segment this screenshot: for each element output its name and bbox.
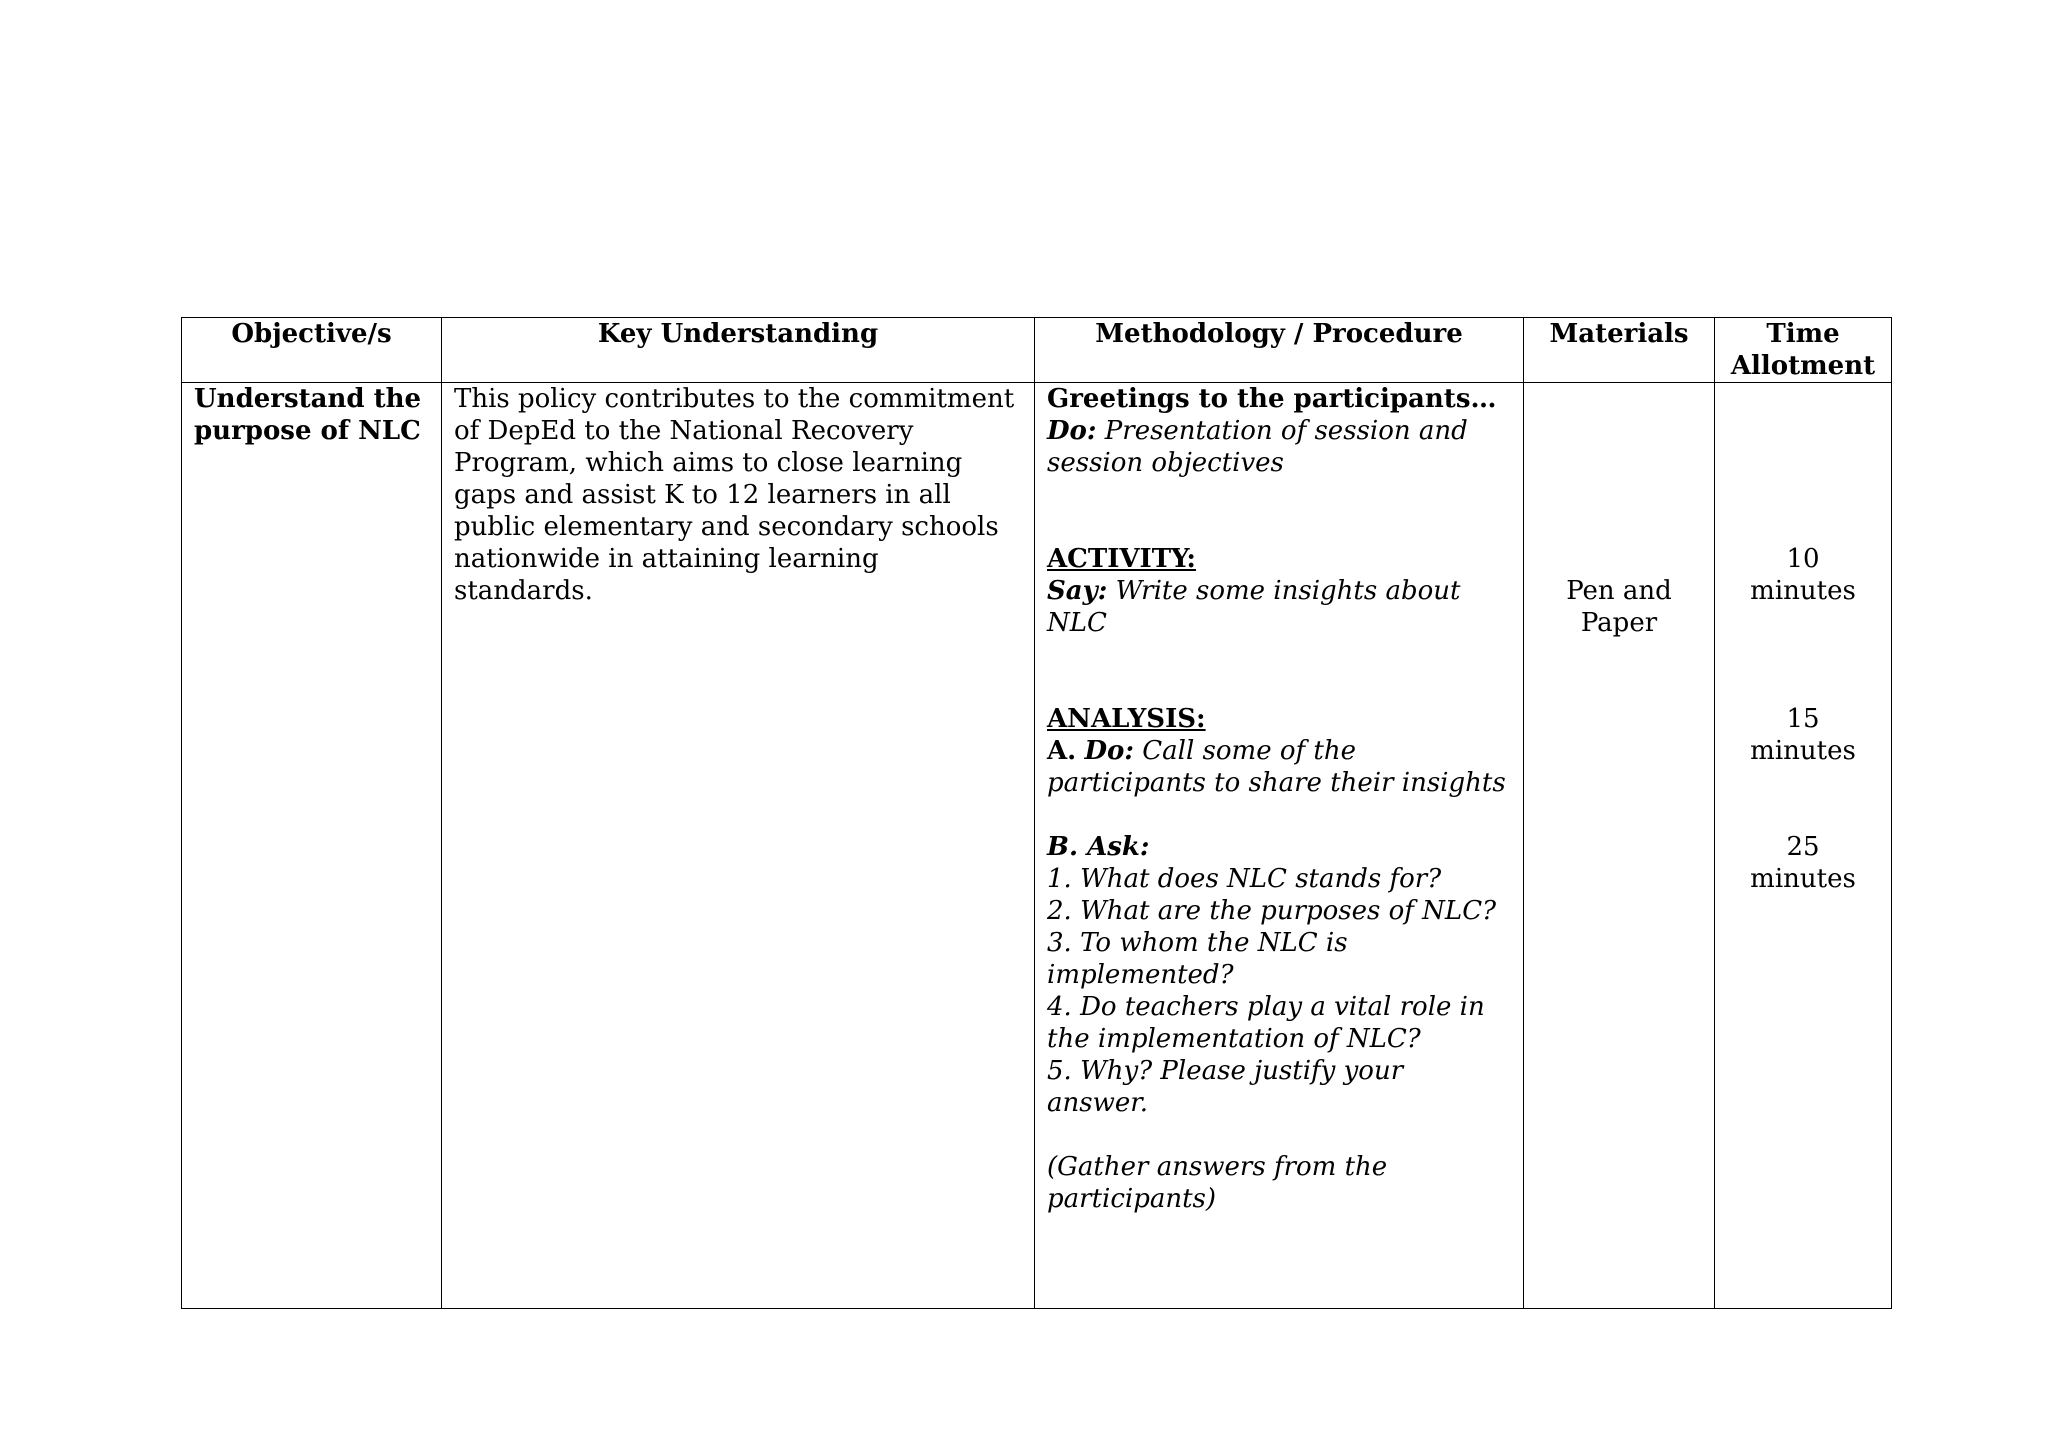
time-analysis-value: 15 bbox=[1786, 704, 1820, 734]
time-activity-unit: minutes bbox=[1750, 576, 1856, 606]
key-line: gaps and assist K to 12 learners in all bbox=[454, 480, 951, 510]
header-time-allotment bbox=[1715, 318, 1892, 383]
header-row bbox=[182, 318, 1892, 383]
time-ask-value: 25 bbox=[1786, 832, 1820, 862]
question-line: 2. What are the purposes of NLC? bbox=[1047, 896, 1497, 926]
header-time-line1: Time bbox=[1766, 319, 1840, 349]
activity-heading: ACTIVITY: bbox=[1047, 544, 1197, 574]
analysis-heading: ANALYSIS: bbox=[1047, 704, 1206, 734]
question-line: 1. What does NLC stands for? bbox=[1047, 864, 1442, 894]
header-key-understanding-label: Key Understanding bbox=[597, 319, 879, 349]
key-line: standards. bbox=[454, 576, 593, 606]
key-line: Program, which aims to close learning bbox=[454, 448, 963, 478]
materials-cell bbox=[1524, 383, 1715, 1309]
time-cell bbox=[1715, 383, 1892, 1309]
a-text-continued: participants to share their insights bbox=[1047, 768, 1506, 798]
header-materials bbox=[1524, 318, 1715, 383]
say-line bbox=[1047, 575, 1511, 607]
header-key-understanding bbox=[442, 318, 1035, 383]
header-objective bbox=[182, 318, 442, 383]
key-line: This policy contributes to the commitment bbox=[454, 384, 1015, 414]
header-objective-label: Objective/s bbox=[231, 319, 392, 349]
objective-line2: purpose of NLC bbox=[194, 416, 421, 446]
gather-line2: participants) bbox=[1047, 1184, 1217, 1214]
a-prefix: A. bbox=[1047, 736, 1077, 766]
question-line: 5. Why? Please justify your bbox=[1047, 1056, 1404, 1086]
say-label: Say: bbox=[1047, 576, 1108, 606]
key-understanding-cell bbox=[442, 383, 1035, 1309]
materials-line2: Paper bbox=[1580, 608, 1658, 638]
analysis-a-line bbox=[1047, 735, 1511, 767]
a-do-label: Do: bbox=[1084, 736, 1134, 766]
session-plan-table bbox=[181, 317, 1892, 1309]
question-line: implemented? bbox=[1047, 960, 1234, 990]
time-activity-value: 10 bbox=[1786, 544, 1820, 574]
say-text-continued: NLC bbox=[1047, 608, 1107, 638]
question-line: 4. Do teachers play a vital role in bbox=[1047, 992, 1485, 1022]
do-text: Presentation of session and bbox=[1096, 416, 1468, 446]
greeting-line: Greetings to the participants… bbox=[1047, 384, 1497, 414]
question-line: the implementation of NLC? bbox=[1047, 1024, 1421, 1054]
header-methodology-label: Methodology / Procedure bbox=[1095, 319, 1463, 349]
do-label: Do: bbox=[1047, 416, 1097, 446]
content-row bbox=[182, 383, 1892, 1309]
key-line: nationwide in attaining learning bbox=[454, 544, 879, 574]
question-line: answer. bbox=[1047, 1088, 1149, 1118]
do-text-continued: session objectives bbox=[1047, 448, 1284, 478]
question-line: 3. To whom the NLC is bbox=[1047, 928, 1348, 958]
methodology-cell bbox=[1035, 383, 1524, 1309]
key-understanding-text bbox=[454, 383, 1022, 607]
objective-line1: Understand the bbox=[194, 384, 422, 414]
gather-line1: (Gather answers from the bbox=[1047, 1152, 1388, 1182]
time-analysis-unit: minutes bbox=[1750, 736, 1856, 766]
objective-cell bbox=[182, 383, 442, 1309]
time-ask-unit: minutes bbox=[1750, 864, 1856, 894]
say-text: Write some insights about bbox=[1107, 576, 1461, 606]
header-materials-label: Materials bbox=[1549, 319, 1689, 349]
materials-line1: Pen and bbox=[1566, 576, 1672, 606]
b-ask-heading: B. Ask: bbox=[1047, 832, 1150, 862]
header-time-line2: Allotment bbox=[1730, 351, 1876, 381]
a-text: Call some of the bbox=[1134, 736, 1356, 766]
key-line: of DepEd to the National Recovery bbox=[454, 416, 914, 446]
header-methodology bbox=[1035, 318, 1524, 383]
key-line: public elementary and secondary schools bbox=[454, 512, 999, 542]
do-line bbox=[1047, 415, 1511, 447]
